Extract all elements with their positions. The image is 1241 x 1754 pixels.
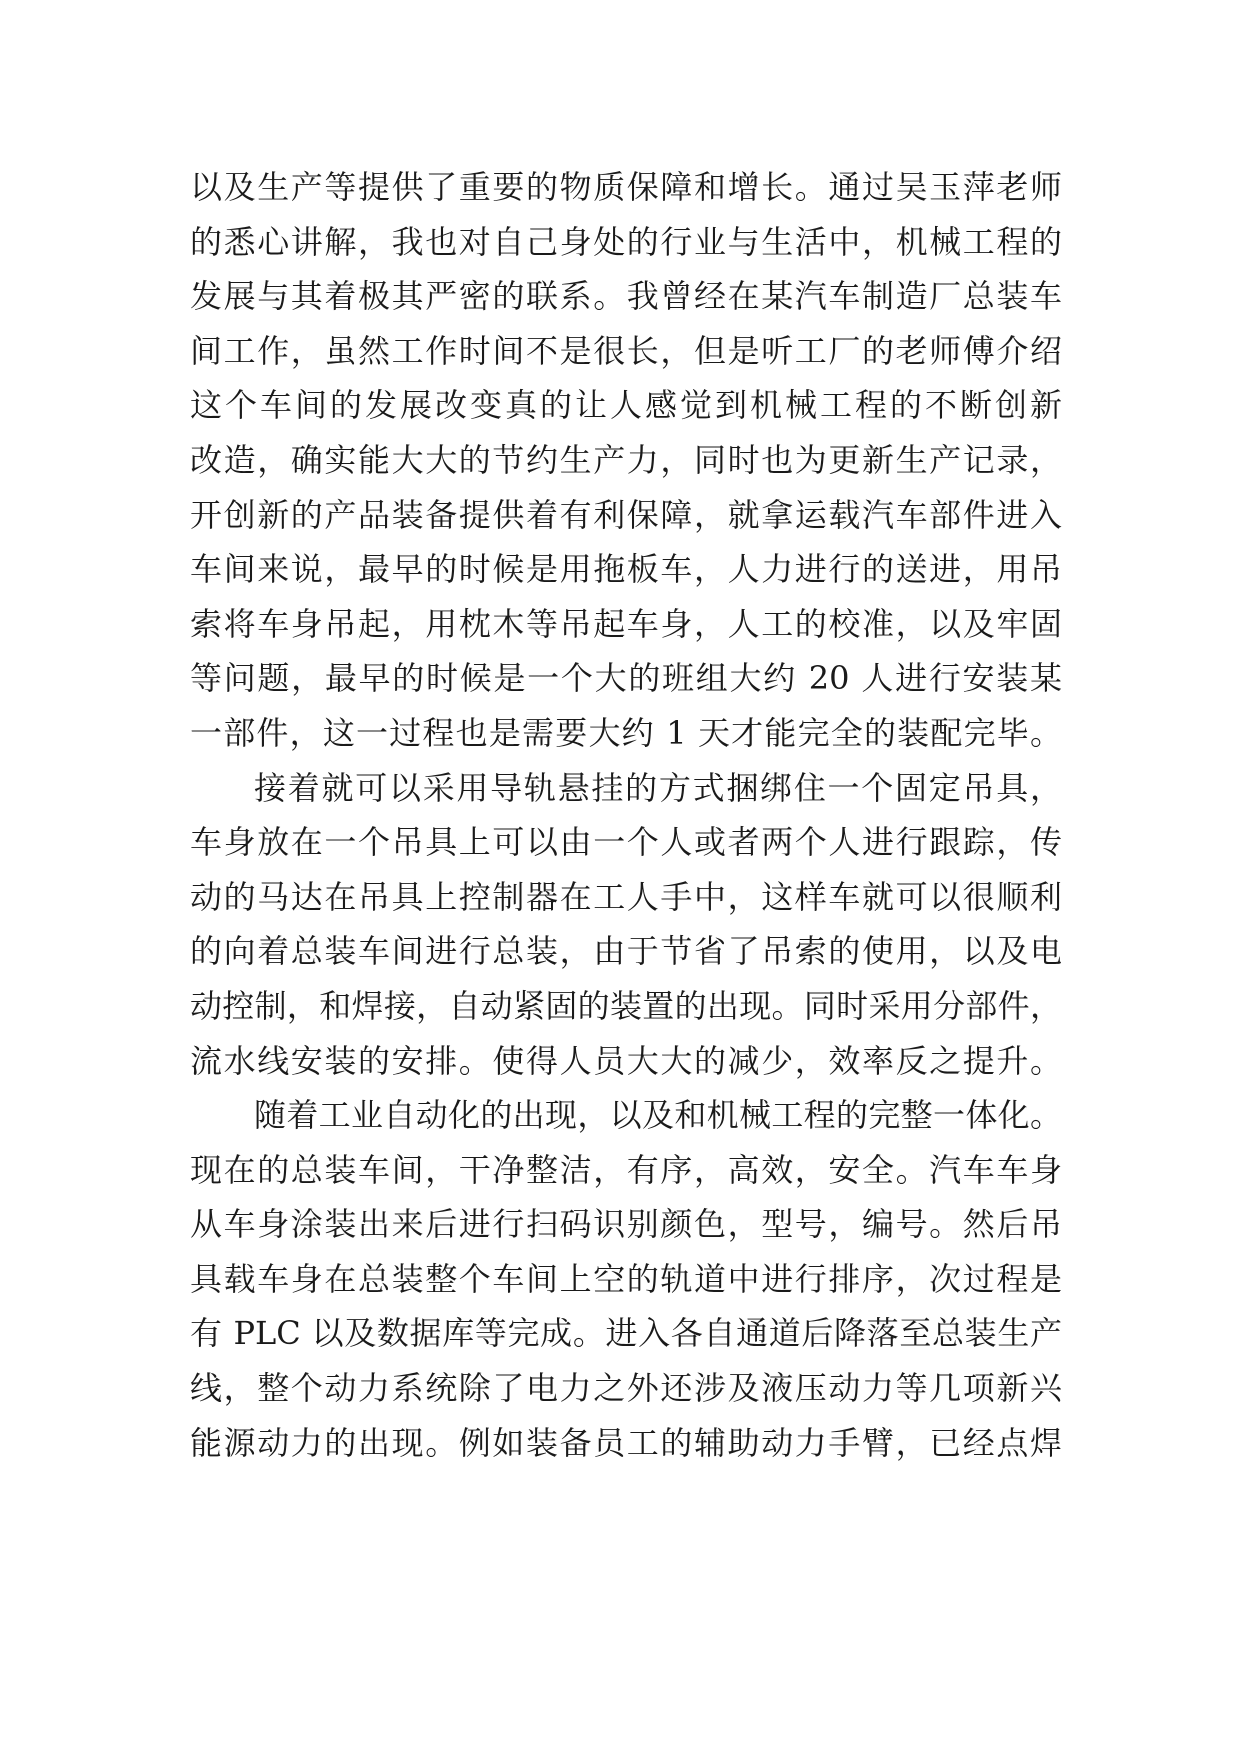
text-line: 有 PLC 以及数据库等完成。进入各自通道后降落至总装生产 (190, 1314, 1062, 1353)
text-line: 一部件，这一过程也是需要大约 1 天才能完全的装配完毕。 (190, 713, 1062, 752)
text-line: 动的马达在吊具上控制器在工人手中，这样车就可以很顺利 (190, 877, 1062, 916)
text-line: 改造，确实能大大的节约生产力，同时也为更新生产记录， (190, 440, 1062, 479)
paragraph-start-line: 随着工业自动化的出现，以及和机械工程的完整一体化。 (254, 1096, 1062, 1135)
text-line: 等问题，最早的时候是一个大的班组大约 20 人进行安装某 (190, 659, 1062, 698)
text-line: 间工作，虽然工作时间不是很长，但是听工厂的老师傅介绍 (190, 331, 1062, 370)
paragraph-start-line: 接着就可以采用导轨悬挂的方式捆绑住一个固定吊具， (254, 768, 1062, 807)
text-line: 现在的总装车间，干净整洁，有序，高效，安全。汽车车身 (190, 1150, 1062, 1189)
text-line: 发展与其着极其严密的联系。我曾经在某汽车制造厂总装车 (190, 277, 1062, 316)
text-line: 的向着总装车间进行总装，由于节省了吊索的使用，以及电 (190, 932, 1062, 971)
document-body (190, 160, 1062, 1470)
text-line: 这个车间的发展改变真的让人感觉到机械工程的不断创新 (190, 386, 1062, 425)
text-line: 具载车身在总装整个车间上空的轨道中进行排序，次过程是 (190, 1259, 1062, 1298)
text-line: 索将车身吊起，用枕木等吊起车身，人工的校准，以及牢固 (190, 604, 1062, 643)
text-line: 动控制，和焊接，自动紧固的装置的出现。同时采用分部件， (190, 986, 1062, 1025)
text-line: 以及生产等提供了重要的物质保障和增长。通过吴玉萍老师 (190, 168, 1062, 206)
text-line: 的悉心讲解，我也对自己身处的行业与生活中，机械工程的 (190, 222, 1062, 261)
text-line: 开创新的产品装备提供着有利保障，就拿运载汽车部件进入 (190, 495, 1062, 534)
text-line: 流水线安装的安排。使得人员大大的减少，效率反之提升。 (190, 1041, 1062, 1080)
text-line: 从车身涂装出来后进行扫码识别颜色，型号，编号。然后吊 (190, 1205, 1062, 1244)
text-line: 车间来说，最早的时候是用拖板车，人力进行的送进，用吊 (190, 550, 1062, 589)
text-line: 线，整个动力系统除了电力之外还涉及液压动力等几项新兴 (190, 1369, 1062, 1408)
text-line: 能源动力的出现。例如装备员工的辅助动力手臂，已经点焊 (190, 1423, 1062, 1462)
text-line: 车身放在一个吊具上可以由一个人或者两个人进行跟踪，传 (190, 823, 1062, 862)
